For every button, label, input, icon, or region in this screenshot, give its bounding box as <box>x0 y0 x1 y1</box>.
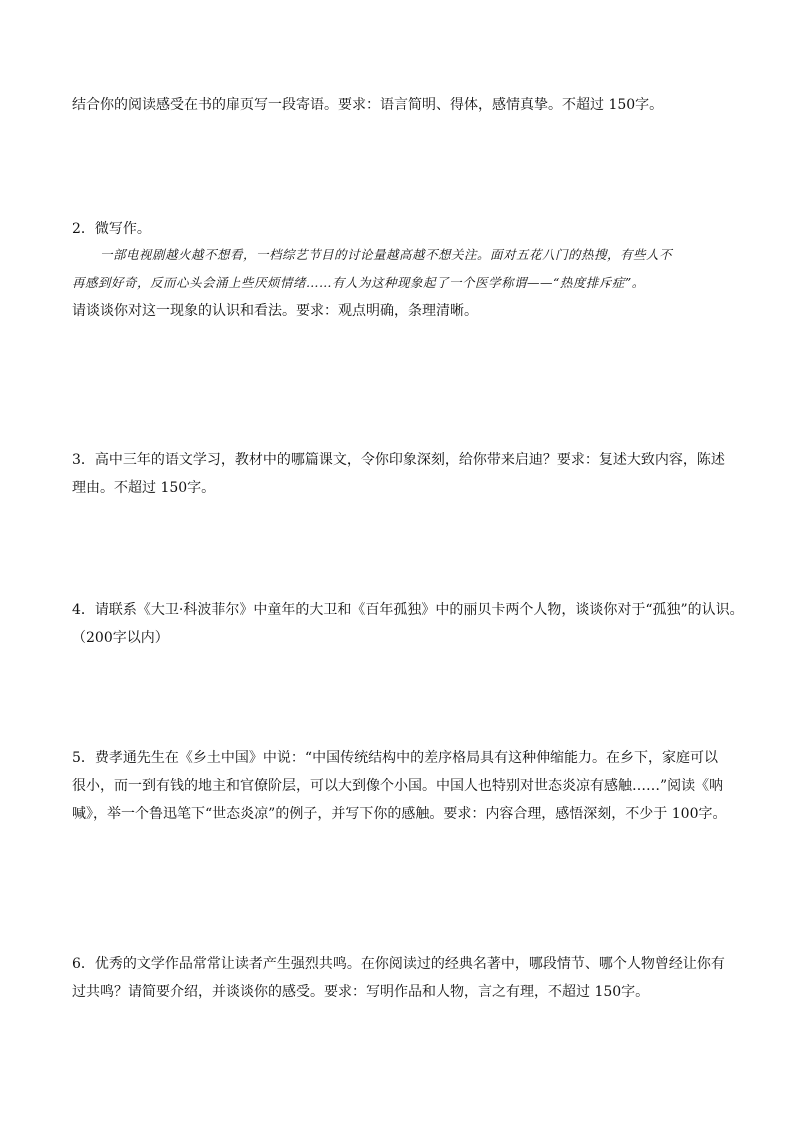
q2-quote-line-2: 再感到好奇，反而心头会涌上些厌烦情绪……有人为这种现象起了一个医学称谓——“热度排斥症”。 <box>72 275 645 290</box>
q2-prompt: 请谈谈你对这一现象的认识和看法。要求：观点明确，条理清晰。 <box>72 303 478 319</box>
q2-quote-line-1: 一部电视剧越火越不想看，一档综艺节目的讨论量越高越不想关注。面对五花八门的热搜，有些人不 <box>100 247 673 262</box>
q3-text-line-2: 理由。不超过 150字。 <box>72 480 216 496</box>
q6-text-line-1: 6．优秀的文学作品常常让读者产生强烈共鸣。在你阅读过的经典名著中，哪段情节、哪个人物曾经让你有 <box>72 956 725 972</box>
q5-text-line-2: 很小，而一到有钱的地主和官僚阶层，可以大到像个小国。中国人也特别对世态炎凉有感触……”阅读《呐 <box>72 778 724 794</box>
q2-title: 2．微写作。 <box>72 221 151 237</box>
q4-text-line-2: （200字以内） <box>72 630 169 646</box>
q5-text-line-3: 喊》，举一个鲁迅笔下“世态炎凉”的例子，并写下你的感触。要求：内容合理，感悟深刻，不少于 100字。 <box>72 806 727 822</box>
q5-text-line-1: 5．费孝通先生在《乡土中国》中说：“中国传统结构中的差序格局具有这种伸缩能力。在乡下，家庭可以 <box>72 750 719 766</box>
q3-text-line-1: 3．高中三年的语文学习，教材中的哪篇课文，令你印象深刻，给你带来启迪？要求：复述大致内容，陈述 <box>72 452 725 468</box>
q1-text-line-1: 结合你的阅读感受在书的扉页写一段寄语。要求：语言简明、得体，感情真挚。不超过 150字。 <box>72 97 664 113</box>
q6-text-line-2: 过共鸣？请简要介绍，并谈谈你的感受。要求：写明作品和人物，言之有理，不超过 150字。 <box>72 984 650 1000</box>
q4-text-line-1: 4．请联系《大卫·科波菲尔》中童年的大卫和《百年孤独》中的丽贝卡两个人物，谈谈你对于“孤独”的认识。 <box>72 602 744 618</box>
